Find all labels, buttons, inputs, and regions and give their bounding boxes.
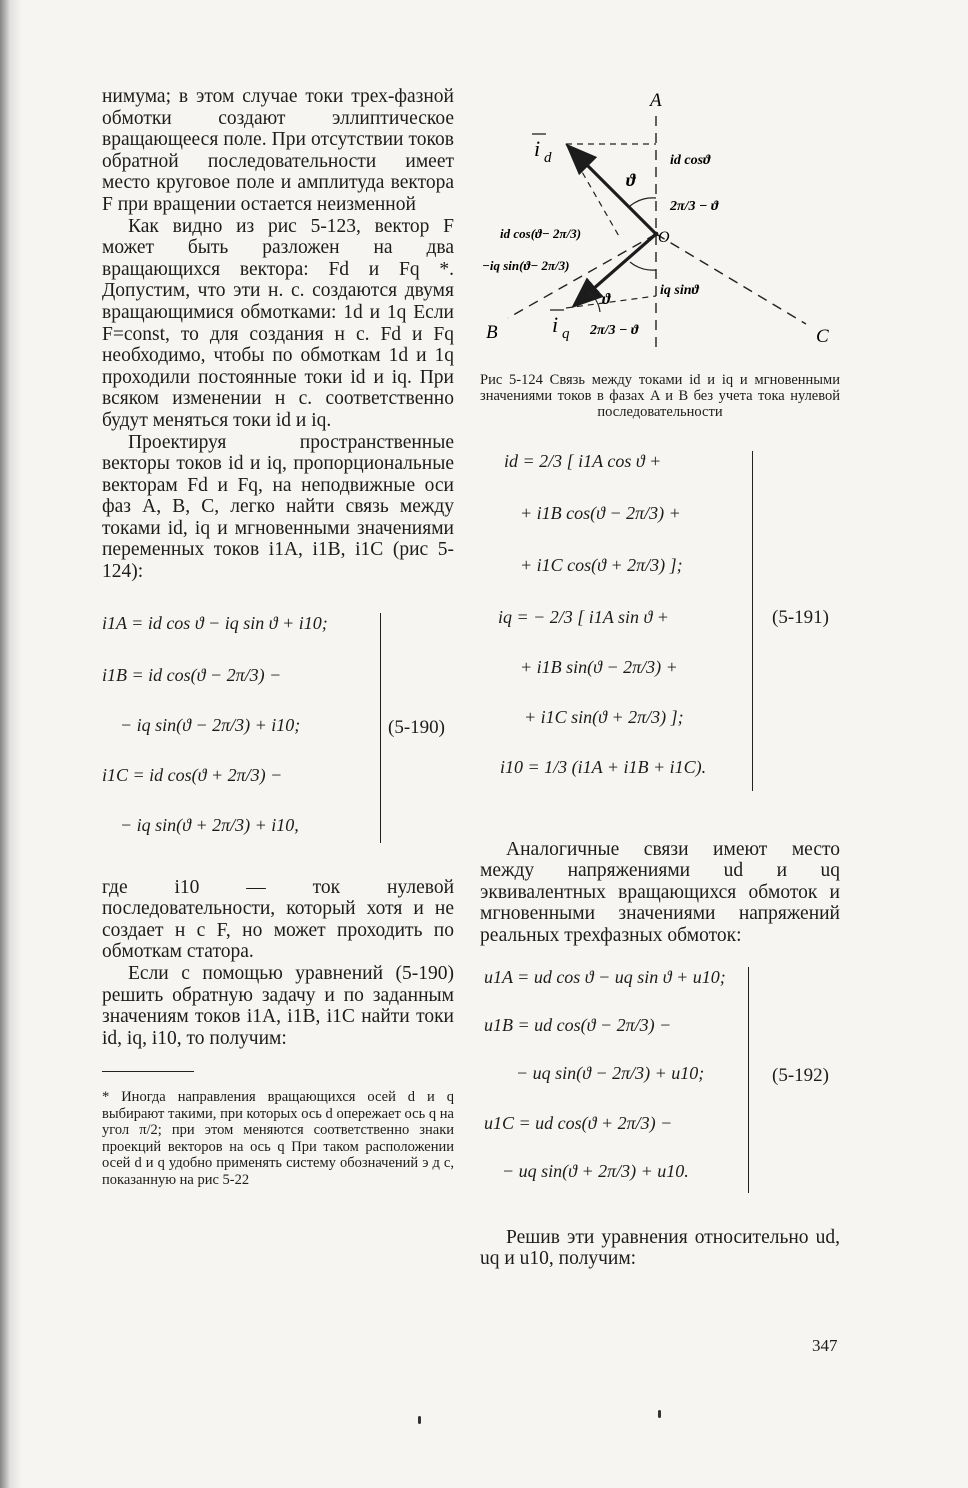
label-angle-bottom: 2π/3 − ϑ bbox=[590, 323, 639, 338]
equation-5-190 bbox=[102, 613, 454, 869]
paragraph: Если с помощью уравнений (5-190) решить обратную задачу и по заданным значениям токов i1A, i1B, i1C найти токи id, iq, i10, то получим: bbox=[102, 963, 454, 1049]
paragraph: где i10 — ток нулевой последовательности, который хотя и не создает н с F, но может проходить по обмоткам статора. bbox=[102, 876, 454, 963]
equation-line: + i1B sin(ϑ − 2π/3) + bbox=[520, 656, 678, 677]
equation-line: id = 2/3 [ i1A cos ϑ + bbox=[504, 450, 662, 471]
equation-line: i1C = id cos(ϑ + 2π/3) − bbox=[102, 764, 283, 785]
paragraph: Аналогичные связи имеют место между напряжениями ud и uq эквивалентных вращающихся обмоток и мгновенными значениями напряжений реальных трехфазных обмоток: bbox=[480, 838, 840, 946]
label-id: i bbox=[534, 136, 541, 161]
equation-line: i1B = id cos(ϑ − 2π/3) − bbox=[102, 664, 282, 685]
binding-shadow bbox=[0, 0, 22, 1488]
equation-number: (5-191) bbox=[772, 606, 829, 628]
equation-5-191 bbox=[480, 451, 840, 823]
equation-line: iq = − 2/3 [ i1A sin ϑ + bbox=[498, 606, 669, 627]
equation-line: + i1B cos(ϑ − 2π/3) + bbox=[520, 502, 681, 523]
equation-brace bbox=[752, 451, 753, 791]
paragraph: Проектируя пространственные векторы токов id и iq, пропорциональные векторам Fd и Fq, на неподвижные оси фаз A, B, C, легко найти связь между токами id, iq и мгновенными значениями переменных токов i1A, i1B, i1C (рис 5-124): bbox=[102, 431, 454, 583]
label-theta-bottom: ϑ bbox=[602, 291, 611, 308]
footnote: * Иногда направления вращающихся осей d и q выбирают такими, при которых ось d опережает ось q на угол π/2; при этом меняются соответственно знаки проекций векторов на ось q При таком расположении осей d и q удобно применять систему обозначений э д с, показанную на рис 5-22 bbox=[102, 1089, 454, 1188]
label-angle-top: 2π/3 − ϑ bbox=[670, 199, 719, 214]
label-theta-top: ϑ bbox=[626, 170, 636, 190]
label-iq-sin-shift: −iq sin(ϑ− 2π/3) bbox=[482, 258, 570, 273]
label-b: B bbox=[486, 322, 498, 343]
equation-number: (5-192) bbox=[772, 1064, 829, 1086]
print-speck bbox=[418, 1416, 421, 1424]
label-iq: i bbox=[552, 312, 559, 337]
equation-brace bbox=[380, 613, 381, 843]
label-iq-sub: q bbox=[562, 326, 570, 342]
page-number: 347 bbox=[812, 1336, 838, 1355]
equation-line: u1C = ud cos(ϑ + 2π/3) − bbox=[484, 1112, 673, 1133]
equation-5-192 bbox=[480, 967, 840, 1223]
print-speck bbox=[658, 1410, 661, 1418]
equation-line: − uq sin(ϑ − 2π/3) + u10; bbox=[516, 1062, 705, 1083]
equation-line: − iq sin(ϑ + 2π/3) + i10, bbox=[120, 814, 299, 835]
label-a: A bbox=[650, 90, 662, 111]
label-c: C bbox=[816, 326, 829, 347]
left-column bbox=[102, 86, 454, 1188]
figure-caption: Рис 5-124 Связь между токами id и iq и мгновенными значениями токов в фазах A и B без учета тока нулевой последовательности bbox=[480, 372, 840, 421]
equation-line: u1B = ud cos(ϑ − 2π/3) − bbox=[484, 1014, 672, 1035]
equation-line: + i1C cos(ϑ + 2π/3) ]; bbox=[520, 554, 683, 575]
paragraph: нимума; в этом случае токи трех-фазной обмотки создают эллиптическое вращающееся поле. При отсутствии токов обратной последовательности имеет место круговое поле и амплитуда вектора F при вращении остается неизменной bbox=[102, 86, 454, 215]
equation-line: − uq sin(ϑ + 2π/3) + u10. bbox=[502, 1160, 689, 1181]
label-id-cos-shift: id cos(ϑ− 2π/3) bbox=[500, 226, 582, 241]
equation-line: + i1C sin(ϑ + 2π/3) ]; bbox=[524, 706, 684, 727]
equation-line: i1A = id cos ϑ − iq sin ϑ + i10; bbox=[102, 612, 328, 633]
label-iq-sin: iq sinϑ bbox=[660, 283, 699, 298]
label-id-cos: id cosϑ bbox=[670, 153, 711, 168]
equation-brace bbox=[748, 967, 749, 1193]
paragraph: Решив эти уравнения относительно ud, uq и u10, получим: bbox=[480, 1226, 840, 1270]
equation-line: i10 = 1/3 (i1A + i1B + i1C). bbox=[500, 756, 707, 777]
label-o: O bbox=[658, 229, 670, 246]
footnote-rule bbox=[102, 1071, 194, 1072]
paragraph: Как видно из рис 5-123, вектор F может быть разложен на два вращающихся вектора: Fd и Fq *. Допустим, что эти н. с. создаются двумя вращающимися обмотками: 1d и 1q Если F=const, то для создания н с. Fd и Fq необходимо, чтобы по обмоткам 1d и 1q проходили постоянные токи id и iq. При всяком изменении н с. соответственно будут меняться токи id и iq. bbox=[102, 215, 454, 431]
equation-line: − iq sin(ϑ − 2π/3) + i10; bbox=[120, 714, 301, 735]
label-id-sub: d bbox=[544, 150, 552, 166]
right-column bbox=[480, 86, 840, 1270]
equation-line: u1A = ud cos ϑ − uq sin ϑ + u10; bbox=[484, 966, 726, 987]
equation-number: (5-190) bbox=[388, 716, 445, 738]
